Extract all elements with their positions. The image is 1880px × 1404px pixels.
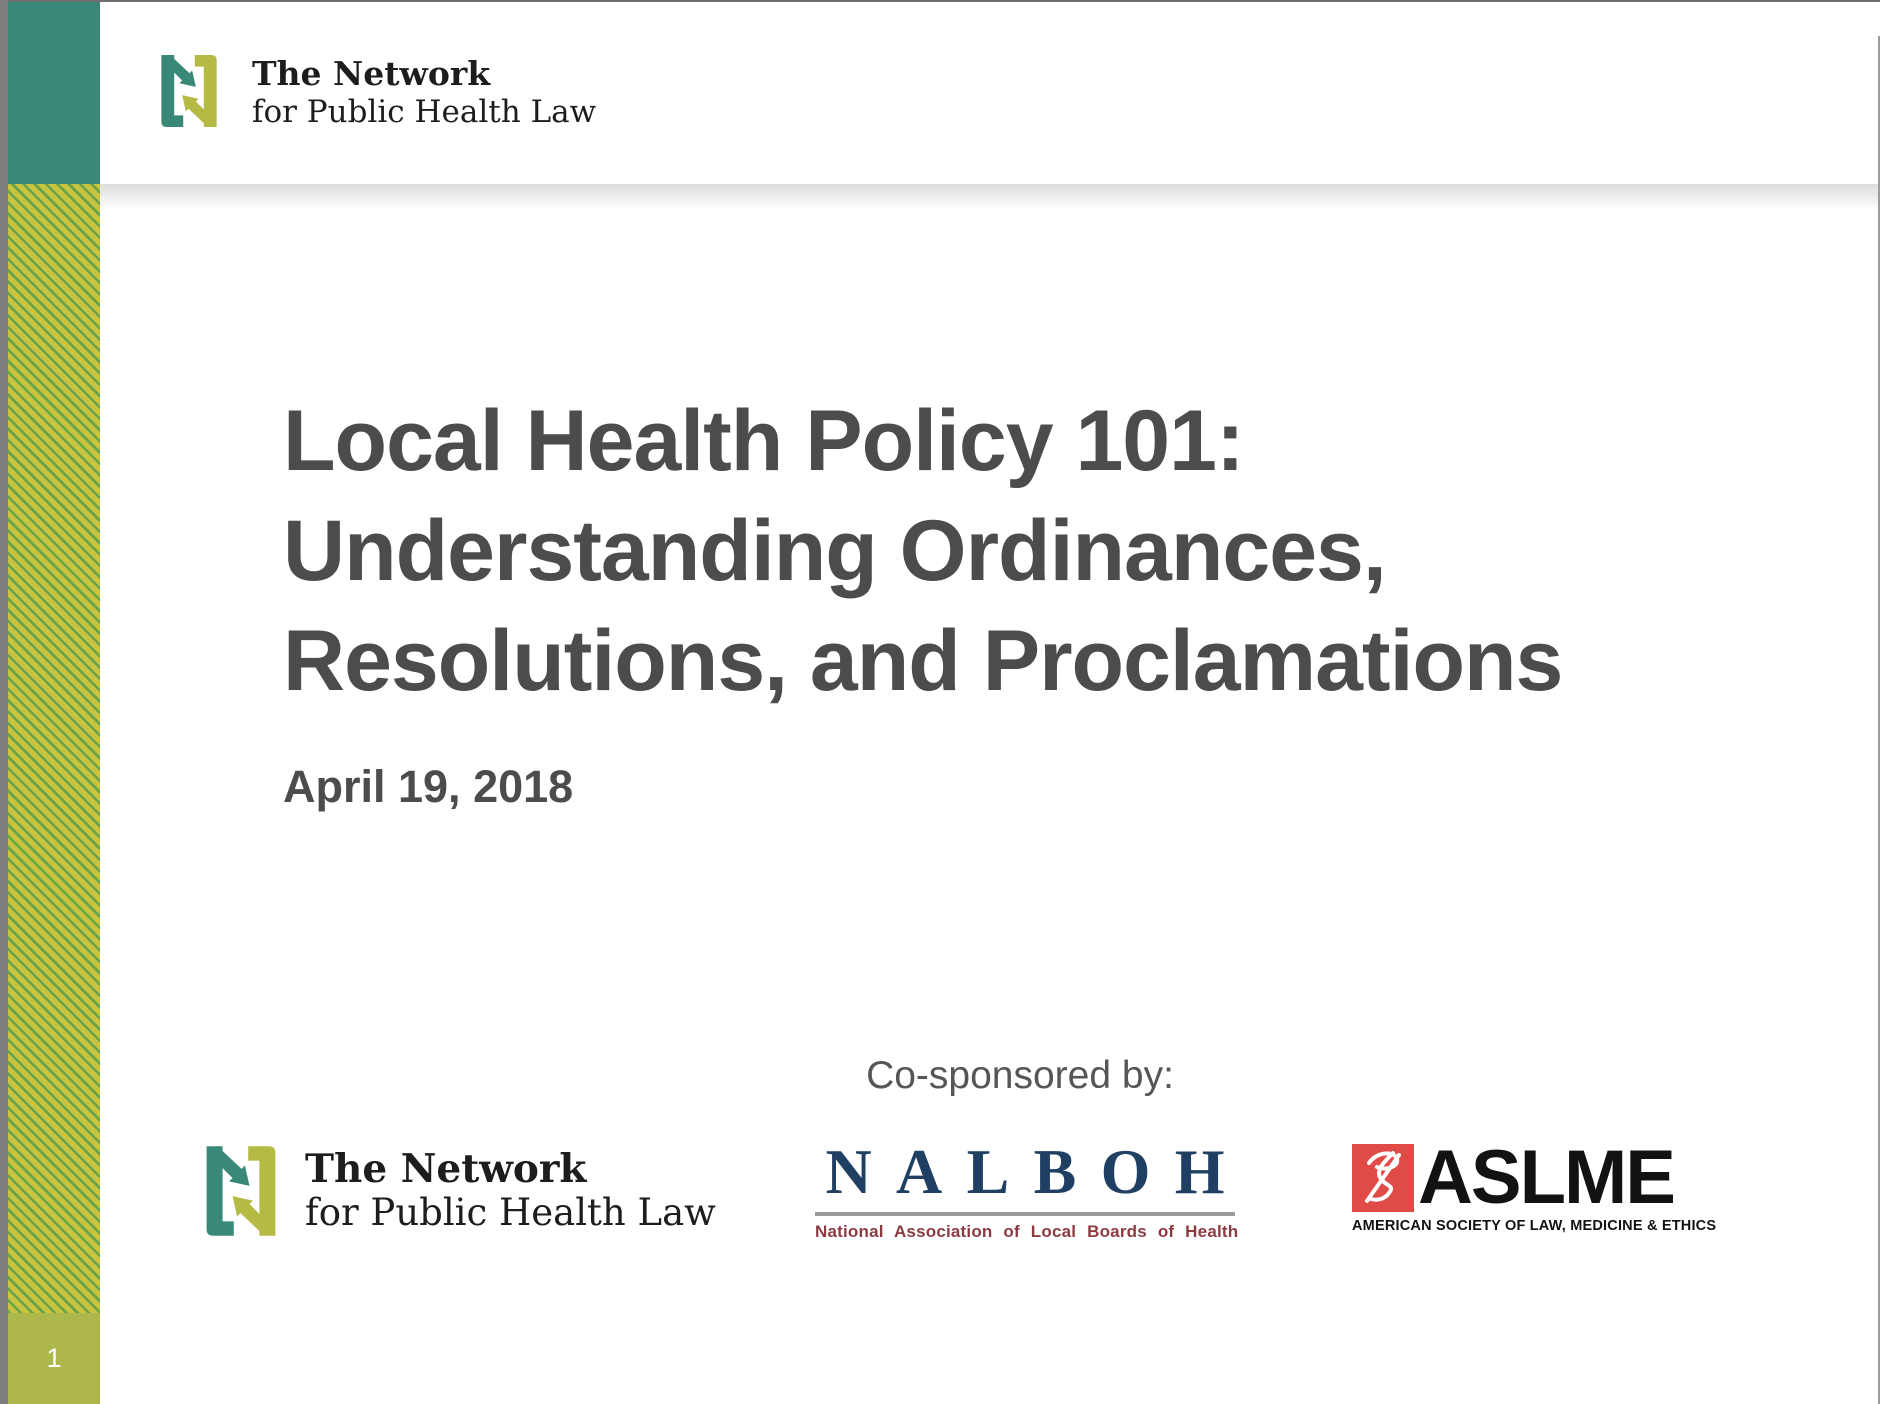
nalboh-acronym: NALBOH xyxy=(825,1136,1249,1207)
network-header-logo-text xyxy=(252,55,596,131)
sidebar-striped-band xyxy=(8,184,100,1313)
aslme-acronym: ASLME xyxy=(1418,1135,1674,1220)
slide-title-line3: Resolutions, and Proclamations xyxy=(283,613,1563,709)
left-edge-strip xyxy=(0,0,8,1404)
slide-title-line1: Local Health Policy 101: xyxy=(283,393,1244,489)
page-number: 1 xyxy=(46,1343,62,1373)
network-footer-logo xyxy=(205,1146,716,1236)
slide-title xyxy=(283,386,1763,716)
aslme-caduceus-icon xyxy=(1352,1144,1414,1212)
slide-title-line2: Understanding Ordinances, xyxy=(283,503,1386,599)
network-name-line1: The Network xyxy=(305,1146,587,1193)
decorative-sidebar xyxy=(8,0,100,1404)
slide-header xyxy=(100,2,1880,184)
cosponsor-label: Co-sponsored by: xyxy=(866,1054,1174,1097)
header-drop-shadow xyxy=(100,184,1880,210)
sidebar-footer-block xyxy=(8,1313,100,1404)
network-header-logo xyxy=(160,55,596,131)
nalboh-logo xyxy=(815,1136,1249,1241)
slide-body xyxy=(100,184,1878,1404)
network-name-line1: The Network xyxy=(252,54,491,93)
network-name-line2: for Public Health Law xyxy=(305,1191,716,1235)
nalboh-divider-rule xyxy=(815,1212,1235,1216)
aslme-logo xyxy=(1352,1135,1717,1234)
top-edge-line xyxy=(0,0,1880,2)
nalboh-tagline: National Association of Local Boards of Health xyxy=(815,1222,1239,1241)
aslme-tagline: AMERICAN SOCIETY OF LAW, MEDICINE & ETHICS xyxy=(1352,1218,1717,1234)
aslme-logo-row xyxy=(1352,1135,1712,1220)
sidebar-teal-block xyxy=(8,0,100,184)
network-footer-logo-text xyxy=(305,1147,716,1234)
network-name-line2: for Public Health Law xyxy=(252,93,597,130)
network-logo-mark-icon xyxy=(160,55,218,127)
slide-date: April 19, 2018 xyxy=(283,761,574,812)
network-logo-mark-icon xyxy=(205,1146,277,1236)
